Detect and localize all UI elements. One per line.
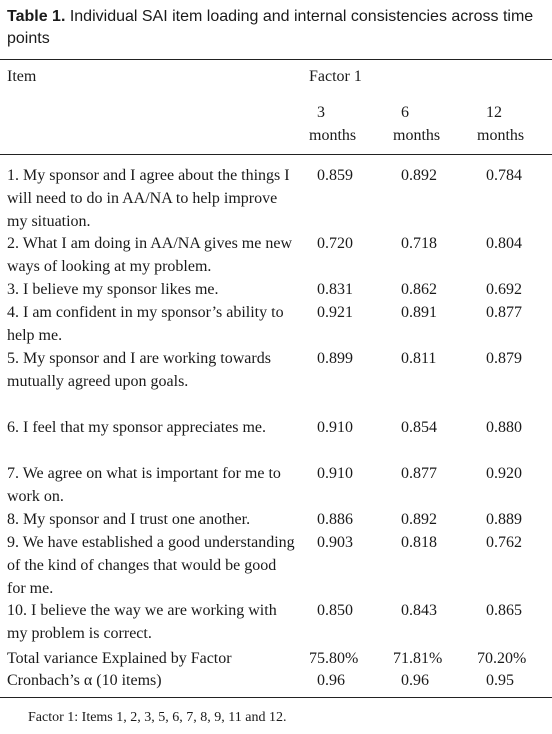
loading-value: 0.889: [486, 511, 522, 528]
header-rule: [0, 154, 552, 155]
loading-value: 0.865: [486, 602, 522, 619]
header-col-num: 3: [317, 104, 325, 121]
variance-value: 70.20%: [477, 650, 527, 667]
loading-value: 0.892: [401, 511, 437, 528]
table-caption: [7, 6, 547, 50]
loading-value: 0.850: [317, 602, 353, 619]
loading-value: 0.831: [317, 281, 353, 298]
row-item-text: 10. I believe the way we are working with my problem is correct.: [7, 602, 277, 642]
row-item-text: 6. I feel that my sponsor appreciates me.: [7, 419, 267, 436]
loading-value: 0.762: [486, 534, 522, 551]
header-col-unit: months: [393, 127, 441, 144]
loading-value: 0.692: [486, 281, 522, 298]
cronbach-value: 0.95: [486, 672, 514, 689]
bottom-rule: [0, 697, 552, 698]
loading-value: 0.720: [317, 235, 353, 252]
header-col-num: 6: [401, 104, 409, 121]
loading-value: 0.903: [317, 534, 353, 551]
top-rule: [0, 59, 552, 60]
row-item-text: 4. I am confident in my sponsor’s ability to help me.: [7, 304, 284, 344]
loading-value: 0.859: [317, 167, 353, 184]
variance-value: 71.81%: [393, 650, 443, 667]
row-item-text: 8. My sponsor and I trust one another.: [7, 511, 251, 528]
loading-value: 0.892: [401, 167, 437, 184]
row-item-text: 3. I believe my sponsor likes me.: [7, 281, 219, 298]
loading-value: 0.784: [486, 167, 522, 184]
summary-label-variance: Total variance Explained by Factor: [7, 650, 232, 667]
row-item-text: 9. We have established a good understanding of the kind of changes that would be good for me.: [7, 534, 295, 597]
caption-label: Table 1.: [7, 8, 66, 25]
loading-value: 0.843: [401, 602, 437, 619]
variance-value: 75.80%: [309, 650, 359, 667]
loading-value: 0.854: [401, 419, 437, 436]
header-col-unit: months: [309, 127, 357, 144]
loading-value: 0.877: [486, 304, 522, 321]
loading-value: 0.811: [401, 350, 437, 367]
header-col-unit: months: [477, 127, 525, 144]
loading-value: 0.877: [401, 465, 437, 482]
loading-value: 0.879: [486, 350, 522, 367]
loading-value: 0.899: [317, 350, 353, 367]
loading-value: 0.862: [401, 281, 437, 298]
loading-value: 0.920: [486, 465, 522, 482]
cronbach-value: 0.96: [317, 672, 345, 689]
loading-value: 0.910: [317, 465, 353, 482]
header-factor: Factor 1: [309, 68, 362, 85]
loading-value: 0.880: [486, 419, 522, 436]
row-item-text: 2. What I am doing in AA/NA gives me new ways of looking at my problem.: [7, 235, 292, 275]
loading-value: 0.891: [401, 304, 437, 321]
row-item-text: 1. My sponsor and I agree about the things I will need to do in AA/NA to help improve my situation.: [7, 167, 290, 230]
row-item-text: 5. My sponsor and I are working towards mutually agreed upon goals.: [7, 350, 271, 390]
caption-text: Individual SAI item loading and internal consistencies across time points: [7, 8, 534, 47]
loading-value: 0.910: [317, 419, 353, 436]
loading-value: 0.718: [401, 235, 437, 252]
row-item-text: 7. We agree on what is important for me to work on.: [7, 465, 281, 505]
header-item: Item: [7, 68, 37, 85]
summary-label-cronbach: Cronbach’s α (10 items): [7, 672, 162, 689]
loading-value: 0.886: [317, 511, 353, 528]
loading-value: 0.804: [486, 235, 522, 252]
loading-value: 0.818: [401, 534, 437, 551]
table-footnote: Factor 1: Items 1, 2, 3, 5, 6, 7, 8, 9, 11 and 12.: [28, 710, 287, 725]
cronbach-value: 0.96: [401, 672, 429, 689]
header-col-num: 12: [486, 104, 502, 121]
loading-value: 0.921: [317, 304, 353, 321]
